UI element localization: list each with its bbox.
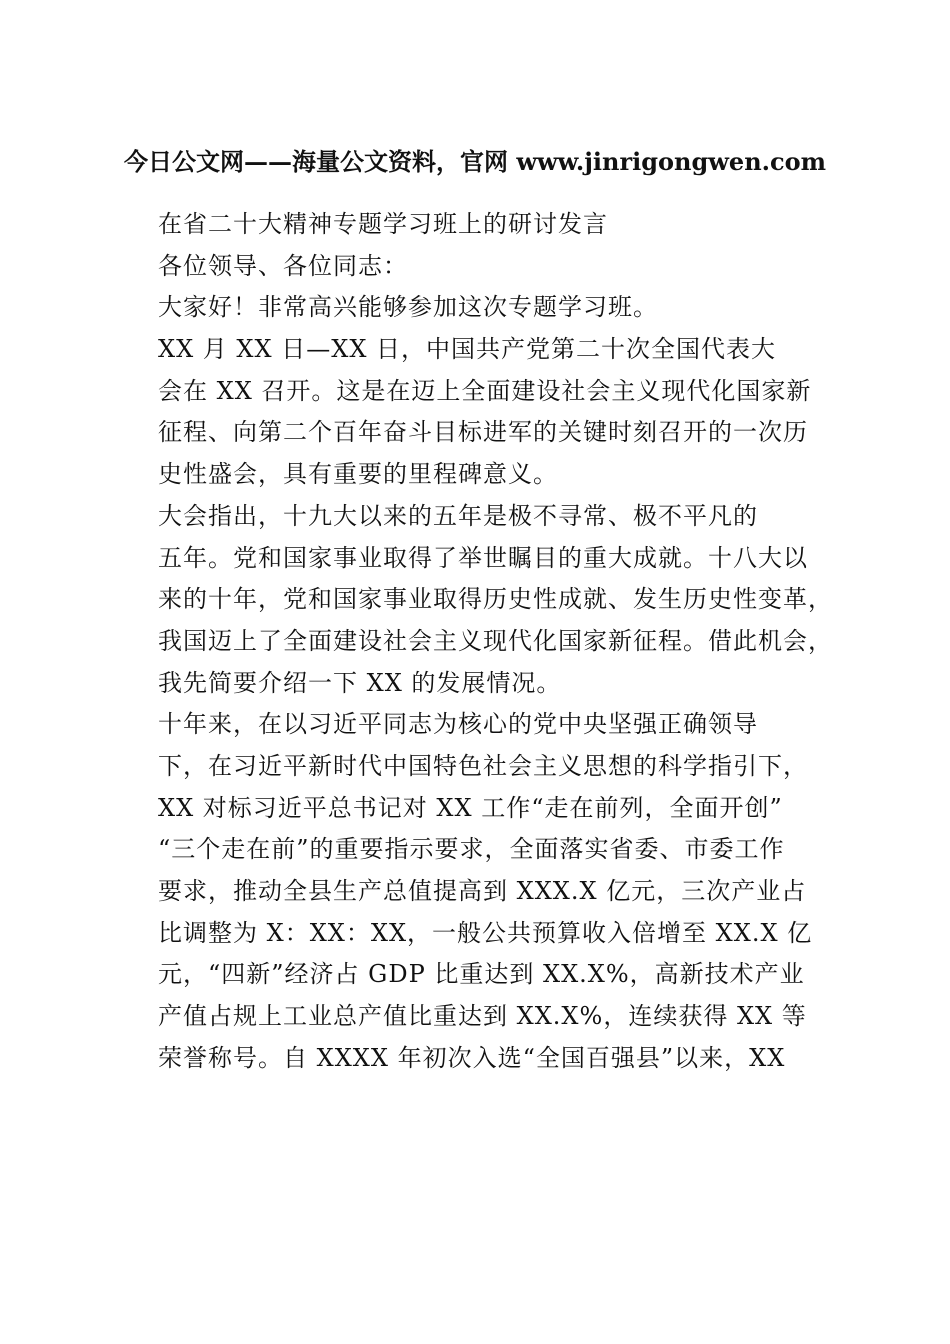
document-title: 在省二十大精神专题学习班上的研讨发言	[158, 210, 608, 238]
paragraph-line: 荣誉称号。自 XXXX 年初次入选“全国百强县”以来，XX	[158, 1043, 786, 1072]
paragraph-line: XX 对标习近平总书记对 XX 工作“走在前列，全面开创”	[158, 793, 783, 822]
greeting-line: 大家好！非常高兴能够参加这次专题学习班。	[158, 293, 658, 322]
paragraph-line: 比调整为 X：XX：XX，一般公共预算收入倍增至 XX.X 亿	[158, 918, 813, 947]
paragraph-line: “三个走在前”的重要指示要求，全面落实省委、市委工作	[158, 835, 785, 864]
paragraph-line: 大会指出，十九大以来的五年是极不寻常、极不平凡的	[158, 501, 758, 530]
paragraph-line: 产值占规上工业总产值比重达到 XX.X%，连续获得 XX 等	[158, 1002, 807, 1031]
paragraph-line: 史性盛会，具有重要的里程碑意义。	[158, 460, 558, 489]
paragraph-line: 元，“四新”经济占 GDP 比重达到 XX.X%，高新技术产业	[158, 960, 805, 989]
paragraph-line: 来的十年，党和国家事业取得历史性成就、发生历史性变革，	[158, 585, 833, 614]
salutation-line: 各位领导、各位同志：	[158, 251, 408, 280]
site-header-banner: 今日公文网——海量公文资料，官网 www.jinrigongwen.com	[123, 147, 827, 176]
paragraph-line: 会在 XX 召开。这是在迈上全面建设社会主义现代化国家新	[158, 376, 812, 405]
paragraph-line: 十年来，在以习近平同志为核心的党中央坚强正确领导	[158, 710, 758, 739]
paragraph-line: 五年。党和国家事业取得了举世瞩目的重大成就。十八大以	[158, 543, 808, 572]
paragraph-line: 下，在习近平新时代中国特色社会主义思想的科学指引下，	[158, 751, 808, 780]
paragraph-line: 我先简要介绍一下 XX 的发展情况。	[158, 668, 562, 697]
paragraph-line: 要求，推动全县生产总值提高到 XXX.X 亿元，三次产业占	[158, 877, 807, 905]
document-body	[158, 204, 848, 1079]
paragraph-line: XX 月 XX 日—XX 日，中国共产党第二十次全国代表大	[158, 335, 777, 364]
paragraph-line: 我国迈上了全面建设社会主义现代化国家新征程。借此机会，	[158, 626, 833, 655]
paragraph-line: 征程、向第二个百年奋斗目标进军的关键时刻召开的一次历	[158, 418, 808, 447]
